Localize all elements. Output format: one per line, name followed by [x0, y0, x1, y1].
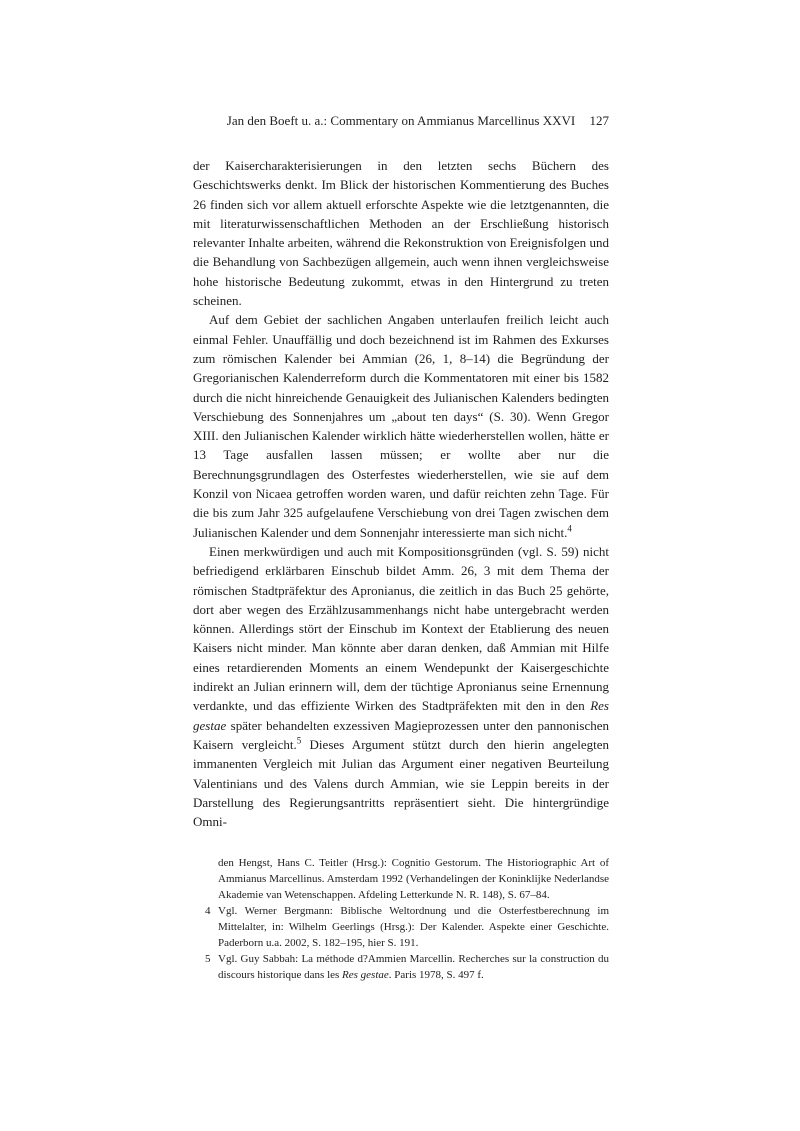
footnote-item	[205, 855, 609, 903]
paragraph	[193, 542, 609, 831]
text-segment: Res gestae	[193, 698, 609, 733]
footnote-number	[205, 855, 218, 903]
text-segment: . Paris 1978, S. 497 f.	[388, 969, 484, 982]
paragraph	[193, 310, 609, 542]
running-head-title: Jan den Boeft u. a.: Commentary on Ammianus Marcellinus XXVI	[226, 113, 576, 128]
body-paragraphs	[193, 156, 609, 831]
text-segment: Vgl. Guy Sabbah: La méthode d?Ammien Marcellin. Recherches sur la construction du discours historique dans les	[218, 953, 609, 982]
text-segment: Vgl. Werner Bergmann: Biblische Weltordnung und die Osterfestberechnung im Mittelalter, in: Wilhelm Geerlings (Hrsg.): Der Kalender. Aspekte einer Geschichte. Paderborn u.a. 2002, S. 182–195, hier S. 191.	[218, 905, 609, 950]
text-segment: Res gestae	[342, 969, 389, 982]
page-header	[193, 113, 609, 129]
footnote-item	[205, 903, 609, 951]
footnote-text	[218, 903, 609, 951]
footnote-text	[218, 951, 609, 983]
text-segment: der Kaisercharakterisierungen in den letzten sechs Büchern des Geschichtswerks denkt. Im Blick der historischen Kommentierung des Buches 26 finden sich vor allem aktuell erforschte Aspekte wie die letztgenannten, die mit literaturwissenschaftlichen Methoden an der Erschließung historisch relevanter Inhalte arbeiten, während die Rekonstruktion von Ereignisfolgen und die Behandlung von Sachbezügen allgemein, auch wenn ihnen vergleichsweise hohe historische Bedeutung zukommt, etwas in den Hintergrund zu treten scheinen.	[193, 158, 609, 309]
text-segment: Einen merkwürdigen und auch mit Kompositionsgründen (vgl. S. 59) nicht befriedigend erklärbaren Einschub bildet Amm. 26, 3 mit dem Thema der römischen Stadtpräfektur des Apronianus, die zeitlich in das Buch 25 gehörte, dort aber wegen des Erzählzusammenhangs nicht habe untergebracht werden können. Allerdings stört der Einschub im Kontext der Etablierung des neuen Kaisers nicht minder. Man könnte aber daran denken, daß Ammian mit Hilfe eines retardierenden Moments an einem Wendepunkt der Kaisergeschichte indirekt an Julian erinnern will, dem der tüchtige Apronianus seine Ernennung verdankte, und das effiziente Wirken des Stadtpräfekten mit den in den	[193, 543, 609, 714]
page-number: 127	[589, 113, 609, 128]
text-block	[193, 113, 609, 983]
footnote-number: 4	[205, 905, 211, 918]
footnotes	[193, 855, 609, 983]
footnote-ref: 4	[567, 523, 572, 534]
text-segment: später behandelten exzessiven Magieprozessen unter den pannonischen Kaisern vergleicht.	[193, 717, 609, 752]
text-segment: Auf dem Gebiet der sachlichen Angaben unterlaufen freilich leicht auch einmal Fehler. Unauffällig und doch bezeichnend ist im Rahmen des Exkurses zum römischen Kalender bei Ammian (26, 1, 8–14) die Begründung der Gregorianischen Kalenderreform durch die Kommentatoren mit einer bis 1582 durch die nicht hinreichende Genauigkeit des Julianischen Kalenders bedingten Verschiebung des Sonnenjahres um „about ten days“ (S. 30). Wenn Gregor XIII. den Julianischen Kalender wirklich hätte wiederherstellen wollen, hätte er 13 Tage ausfallen lassen müssen; er wollte aber nur die Berechnungsgrundlagen des Osterfestes wiederherstellen, wie sie auf dem Konzil von Nicaea getroffen worden waren, und dafür reichten zehn Tage. Für die bis zum Jahr 325 aufgelaufene Verschiebung von drei Tagen zwischen dem Julianischen Kalender und dem Sonnenjahr interessierte man sich nicht.	[193, 312, 609, 540]
paragraph	[193, 156, 609, 310]
footnote-number: 5	[205, 953, 211, 966]
text-segment: den Hengst, Hans C. Teitler (Hrsg.): Cognitio Gestorum. The Historiographic Art of Ammianus Marcellinus. Amsterdam 1992 (Verhandelingen der Koninklijke Nederlandse Akademie van Wetenschappen. Afdeling Letterkunde N. R. 148), S. 67–84.	[218, 857, 609, 902]
text-segment: Dieses Argument stützt durch den hierin angelegten immanenten Vergleich mit Julian das Argument einer negativen Beurteilung Valentinians und des Valens durch Ammian, wie sie Leppin bereits in der Darstellung des Regierungsantritts repräsentiert sieht. Die hintergründige Omni-	[193, 736, 609, 830]
footnote-item	[205, 951, 609, 983]
footnote-text	[218, 855, 609, 903]
footnote-ref: 5	[296, 735, 302, 746]
